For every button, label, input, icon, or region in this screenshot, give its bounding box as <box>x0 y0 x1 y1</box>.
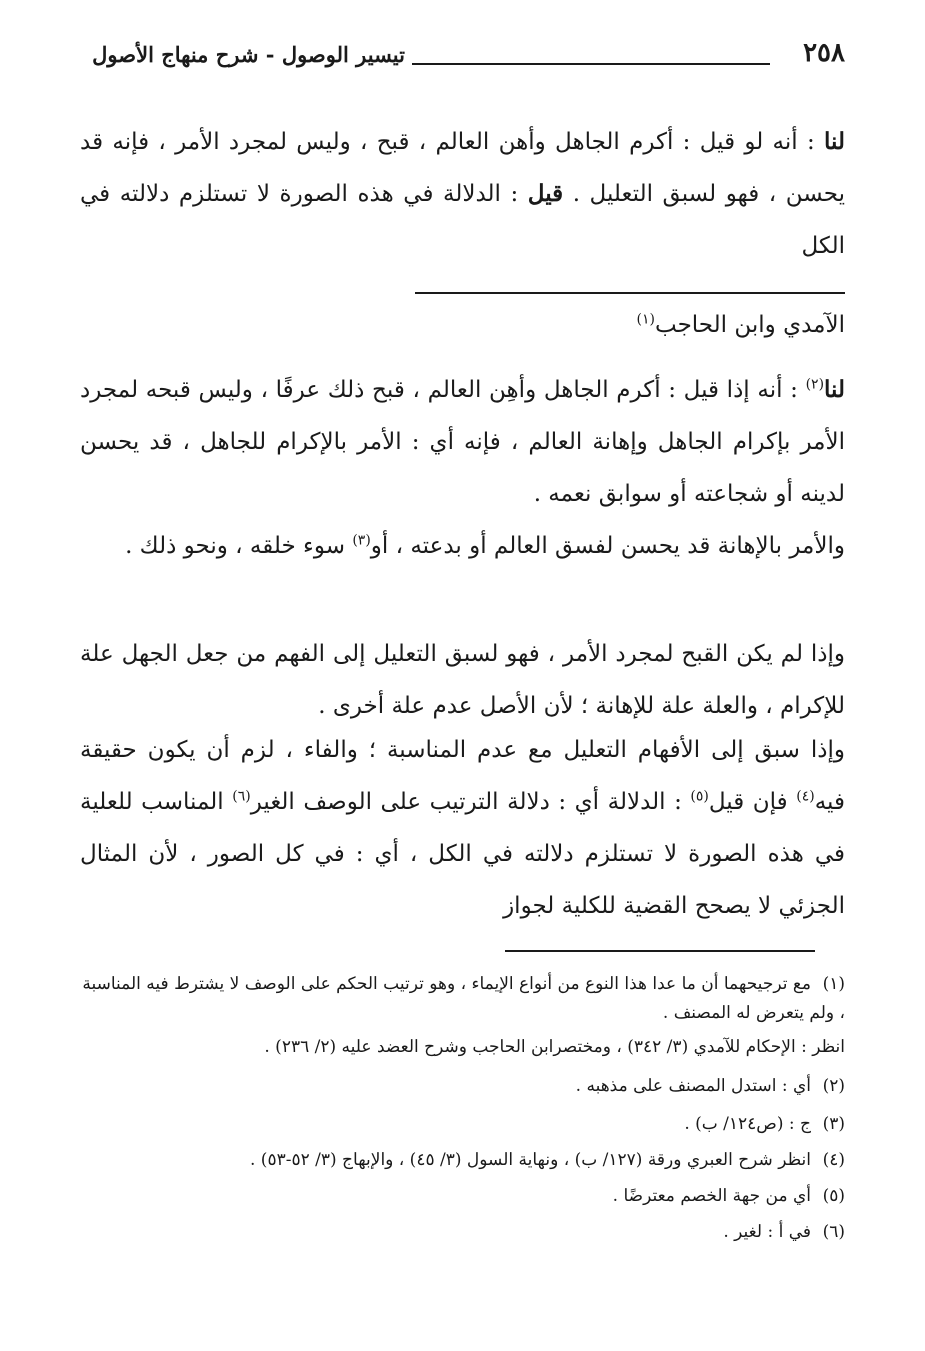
header-rule <box>412 63 770 65</box>
paragraph-text: : أنه لو قيل : أكرم الجاهل وأهن العالم ، قبح ، وليس لمجرد الأمر ، فإنه قد يحسن ، فهو لسبق التعليل . <box>80 129 845 207</box>
footnote-number: (٦) <box>822 1222 845 1242</box>
lead-word: لنا <box>824 128 845 155</box>
paragraph-text: فإن قيل <box>708 789 797 815</box>
footnote-ref: (٤) <box>796 788 815 805</box>
paragraph-4 <box>80 628 845 732</box>
footnote-number: (٥) <box>822 1186 845 1206</box>
footnote <box>80 1218 845 1247</box>
footnote-text: في أ : لغير . <box>723 1222 811 1242</box>
paragraph-text: وإذا لم يكن القبح لمجرد الأمر ، فهو لسبق التعليل إلى الفهم من جعل الجهل علة للإكرام ، والعلة علة للإهانة ؛ لأن الأصل عدم علة أخرى . <box>80 641 845 719</box>
footnote-ref: (٢) <box>805 376 825 393</box>
footnote <box>80 1072 845 1101</box>
section-heading <box>637 312 845 338</box>
paragraph-text: سوء خلقه ، ونحو ذلك . <box>125 533 353 559</box>
paragraph-text: المناسب للعلية في هذه الصورة لا تستلزم دلالته في الكل ، أي : في كل الصور ، لأن المثال الجزئي لا يصحح القضية للكلية لجواز <box>80 789 845 919</box>
running-title: تيسير الوصول - شرح منهاج الأصول <box>92 42 405 67</box>
footnote-number: (٤) <box>822 1150 845 1170</box>
paragraph-text: : الدلالة في هذه الصورة لا تستلزم دلالته في الكل <box>80 181 845 259</box>
paragraph-text: والأمر بالإهانة قد يحسن لفسق العالم أو بدعته ، أو <box>370 533 845 559</box>
paragraph-2 <box>80 364 845 520</box>
footnote <box>80 1182 845 1211</box>
footnote-text: انظر شرح العبري ورقة (١٢٧/ ب) ، ونهاية السول (٣/ ٤٥) ، والإبهاج (٣/ ٥٢-٥٣) . <box>249 1150 811 1170</box>
footnote-ref: (٥) <box>690 788 709 805</box>
paragraph-text: : الدلالة أي : دلالة الترتيب على الوصف الغير <box>250 789 691 815</box>
footnote-text: ج : (ص١٢٤/ ب) . <box>684 1114 811 1134</box>
footnote <box>80 1033 879 1062</box>
lead-word: قيل <box>527 180 564 207</box>
paragraph-5 <box>80 724 845 932</box>
footnote-ref: (٦) <box>232 788 251 805</box>
paragraph-text: : أنه إذا قيل : أكرم الجاهل وأهِن العالم ، قبح ذلك عرفًا ، وليس قبحه لمجرد الأمر بإكرام الجاهل وإهانة العالم ، فإنه أي : الأمر بالإكرام للجاهل ، قد يحسن لدينه أو شجاعته أو سوابق نعمه . <box>80 377 845 507</box>
footnote <box>80 1146 845 1175</box>
section-divider <box>415 292 845 294</box>
footnote-number: (١) <box>822 974 845 994</box>
footnote-text: انظر : الإحكام للآمدي (٣/ ٣٤٢) ، ومختصرابن الحاجب وشرح العضد عليه (٢/ ٢٣٦) . <box>264 1037 845 1057</box>
section-heading-text: الآمدي وابن الحاجب <box>655 312 845 338</box>
paragraph-text: وإذا سبق إلى الأفهام التعليل مع عدم المناسبة ؛ والفاء ، لزم أن يكون حقيقة فيه <box>80 737 845 815</box>
footnote <box>80 1110 845 1139</box>
footnote-number: (٣) <box>822 1114 845 1134</box>
footnote <box>80 970 845 1028</box>
footnote-ref: (٣) <box>352 532 371 549</box>
paragraph-3 <box>80 520 845 572</box>
footnote-ref: (١) <box>636 311 655 328</box>
paragraph-1 <box>80 116 845 272</box>
footnote-text: مع ترجيحهما أن ما عدا هذا النوع من أنواع الإيماء ، وهو ترتيب الحكم على الوصف لا يشترط فيه المناسبة ، ولم يتعرض له المصنف . <box>82 974 845 1023</box>
footnote-text: أي من جهة الخصم معترضًا . <box>612 1186 811 1206</box>
lead-word: لنا <box>824 376 845 403</box>
footnote-number: (٢) <box>822 1076 845 1096</box>
footnote-text: أي : استدل المصنف على مذهبه . <box>575 1076 811 1096</box>
page-number: ٢٥٨ <box>803 38 845 68</box>
footnote-divider <box>505 950 815 952</box>
